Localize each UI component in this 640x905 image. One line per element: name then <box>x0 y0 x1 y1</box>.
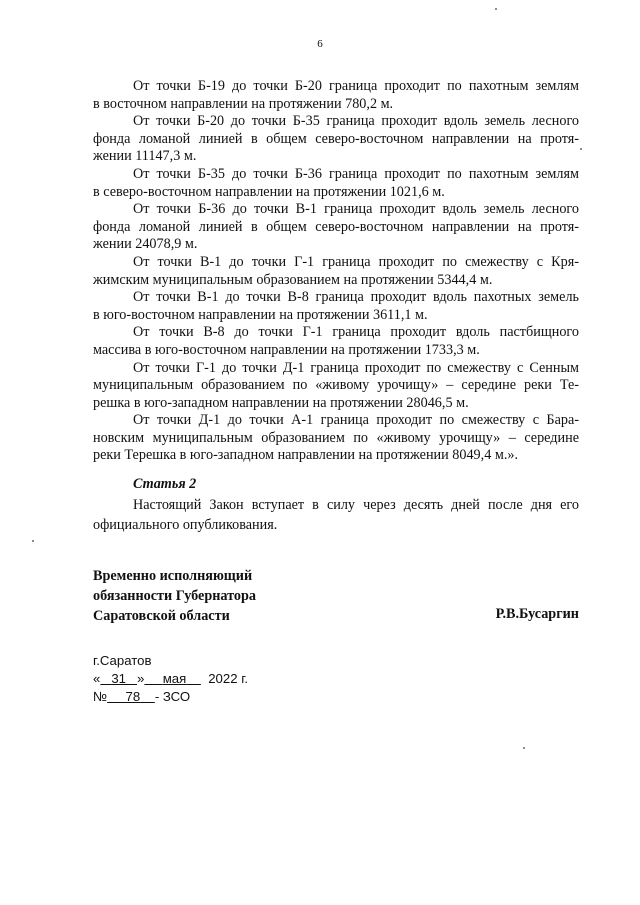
paragraph-line: От точки В-8 до точки Г-1 граница проходит вдоль пастбищного <box>133 324 579 341</box>
article-heading: Статья 2 <box>133 476 197 492</box>
paragraph-line: массива в юго-восточном направлении на протяжении 1733,3 м. <box>93 341 480 358</box>
paragraph-line: фонда ломаной линией в общем северо-восточном направлении на протя- <box>93 130 579 147</box>
scan-speck <box>580 148 582 150</box>
paragraph-line: в юго-восточном направлении на протяжении 3611,1 м. <box>93 306 428 323</box>
paragraph-line: решка в юго-западном направлении на протяжении 28046,5 м. <box>93 394 469 411</box>
paragraph-line: муниципальным образованием по «живому урочищу» – середине реки Те- <box>93 377 579 394</box>
boundary-paragraph <box>93 360 579 413</box>
date-year: 2022 г. <box>208 671 249 686</box>
boundary-paragraph <box>93 254 579 289</box>
boundary-paragraph <box>93 412 579 465</box>
paragraph-line: фонда ломаной линией в общем северо-восточном направлении на протя- <box>93 218 579 235</box>
footer-number <box>93 688 248 706</box>
paragraph-line: реки Терешка в юго-западном направлении на протяжении 8049,4 м.». <box>93 447 519 464</box>
boundary-description <box>93 78 579 465</box>
paragraph-line: От точки В-1 до точки В-8 граница проходит вдоль пахотных земель <box>133 289 579 306</box>
number-suffix: - ЗСО <box>154 689 191 704</box>
paragraph-line: жении 11147,3 м. <box>93 148 197 165</box>
paragraph-line: От точки Б-19 до точки Б-20 граница проходит по пахотным землям <box>133 78 579 94</box>
signature-title-line: Саратовской области <box>93 608 230 624</box>
boundary-paragraph <box>93 166 579 201</box>
signature-title-line: обязанности Губернатора <box>93 588 256 604</box>
paragraph-line: От точки Д-1 до точки А-1 граница проходит по смежеству с Бара- <box>133 412 579 429</box>
paragraph-line: От точки Г-1 до точки Д-1 граница проходит по смежеству с Сенным <box>133 359 579 376</box>
document-footer <box>93 652 248 706</box>
footer-date <box>93 670 248 688</box>
scan-speck <box>523 747 525 749</box>
boundary-paragraph <box>93 78 579 113</box>
paragraph-line: новским муниципальным образованием по «живому урочищу» – середине <box>93 429 579 446</box>
document-number: 78 <box>125 689 141 704</box>
date-day: 31 <box>111 671 127 686</box>
article-line: официального опубликования. <box>93 517 278 533</box>
signature-title-line: Временно исполняющий <box>93 568 253 584</box>
boundary-paragraph <box>93 289 579 324</box>
paragraph-line: От точки Б-20 до точки Б-35 граница проходит вдоль земель лесного <box>133 113 579 130</box>
article-text <box>93 495 579 535</box>
paragraph-line: От точки В-1 до точки Г-1 граница проходит по смежеству с Кря- <box>133 253 579 270</box>
date-close-quote: » <box>137 671 145 686</box>
signatory-name: Р.В.Бусаргин <box>495 606 579 622</box>
number-sign: № <box>93 689 108 704</box>
page-number: 6 <box>317 38 323 50</box>
paragraph-line: жимским муниципальным образованием на протяжении 5344,4 м. <box>93 271 493 288</box>
footer-city: г.Саратов <box>93 653 152 668</box>
article-line: Настоящий Закон вступает в силу через десять дней после дня его <box>133 497 579 513</box>
paragraph-line: От точки Б-35 до точки Б-36 граница проходит по пахотным землям <box>133 165 579 182</box>
paragraph-line: жении 24078,9 м. <box>93 236 198 253</box>
scan-speck <box>495 8 497 10</box>
boundary-paragraph <box>93 113 579 166</box>
date-open-quote: « <box>93 671 101 686</box>
paragraph-line: в северо-восточном направлении на протяжении 1021,6 м. <box>93 183 445 200</box>
date-month: мая <box>162 671 187 686</box>
paragraph-line: От точки Б-36 до точки В-1 граница проходит вдоль земель лесного <box>133 201 579 218</box>
paragraph-line: в восточном направлении на протяжении 780,2 м. <box>93 95 394 112</box>
signature-title <box>93 566 256 626</box>
boundary-paragraph <box>93 201 579 254</box>
scan-speck <box>32 540 34 542</box>
boundary-paragraph <box>93 324 579 359</box>
